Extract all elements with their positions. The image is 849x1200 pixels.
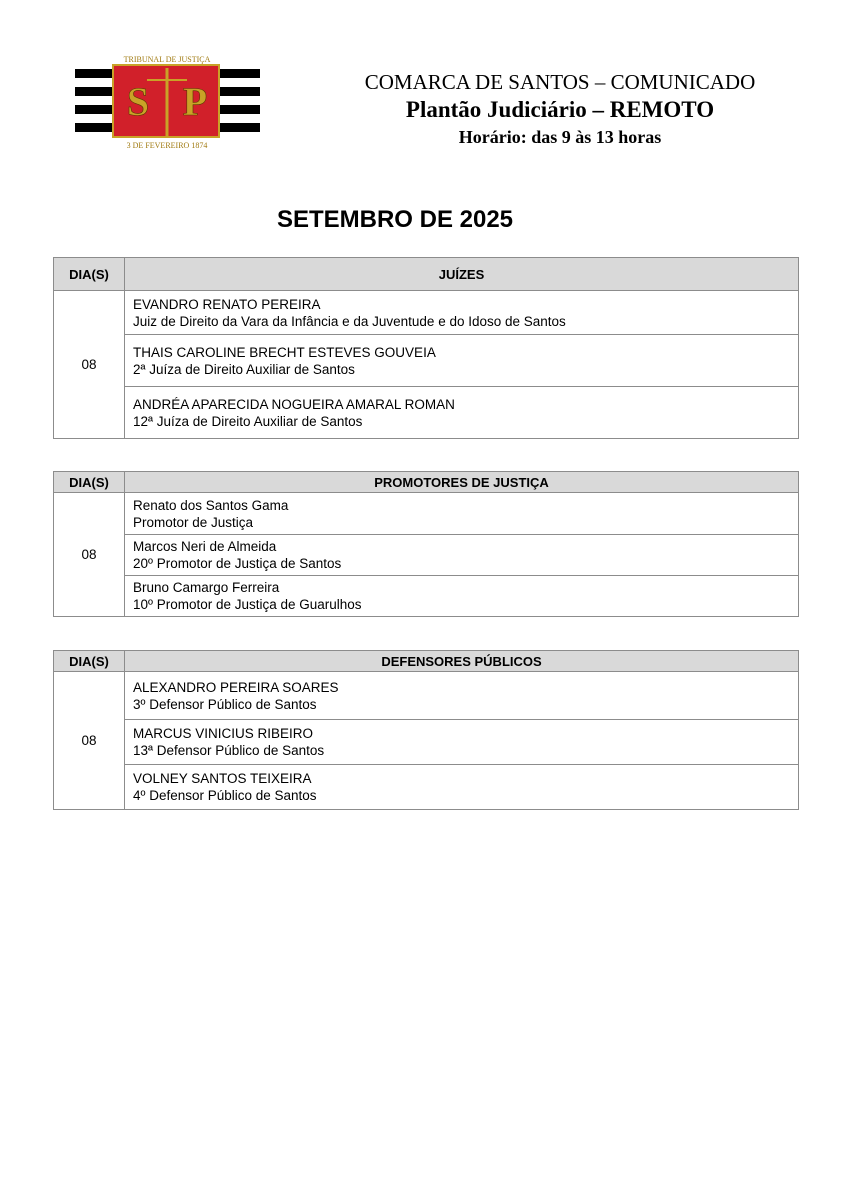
person-cell bbox=[125, 493, 799, 535]
defenders-column-header: DEFENSORES PÚBLICOS bbox=[125, 651, 799, 672]
table-row bbox=[54, 387, 799, 439]
person-role: 4º Defensor Público de Santos bbox=[133, 788, 317, 803]
header-line-3: Horário: das 9 às 13 horas bbox=[458, 127, 662, 147]
day-cell: 08 bbox=[54, 291, 125, 439]
person-cell bbox=[125, 535, 799, 576]
person-role: Juiz de Direito da Vara da Infância e da Juventude e do Idoso de Santos bbox=[133, 313, 566, 329]
person-name: MARCUS VINICIUS RIBEIRO bbox=[133, 726, 314, 741]
person-role: 2ª Juíza de Direito Auxiliar de Santos bbox=[133, 361, 355, 377]
logo-letter-p: P bbox=[182, 79, 208, 124]
person-role: 20º Promotor de Justiça de Santos bbox=[133, 556, 342, 571]
person-role: Promotor de Justiça bbox=[133, 514, 254, 530]
person-cell bbox=[125, 672, 799, 720]
month-title: SETEMBRO DE 2025 bbox=[276, 206, 514, 233]
logo-bottom-text: 3 DE FEVEREIRO 1874 bbox=[126, 141, 208, 150]
day-column-header: DIA(S) bbox=[54, 258, 125, 291]
person-cell bbox=[125, 291, 799, 335]
person-name: ALEXANDRO PEREIRA SOARES bbox=[133, 679, 339, 695]
table-row bbox=[54, 335, 799, 387]
person-name: Renato dos Santos Gama bbox=[133, 497, 289, 513]
day-column-header: DIA(S) bbox=[54, 651, 125, 672]
logo-top-text: TRIBUNAL DE JUSTIÇA bbox=[123, 55, 211, 64]
document-header bbox=[300, 68, 820, 150]
person-name: EVANDRO RENATO PEREIRA bbox=[133, 296, 321, 312]
person-cell bbox=[125, 765, 799, 810]
person-role: 3º Defensor Público de Santos bbox=[133, 696, 317, 712]
person-name: Marcos Neri de Almeida bbox=[133, 539, 277, 554]
person-name: THAIS CAROLINE BRECHT ESTEVES GOUVEIA bbox=[133, 344, 436, 360]
table-row bbox=[54, 576, 799, 617]
person-cell bbox=[125, 720, 799, 765]
table-row bbox=[54, 765, 799, 810]
header-line-2: Plantão Judiciário – REMOTO bbox=[405, 97, 715, 122]
day-cell: 08 bbox=[54, 672, 125, 810]
judges-table bbox=[53, 257, 799, 439]
table-row bbox=[54, 672, 799, 720]
day-cell: 08 bbox=[54, 493, 125, 617]
person-name: VOLNEY SANTOS TEIXEIRA bbox=[133, 771, 312, 786]
table-row bbox=[54, 720, 799, 765]
defenders-table bbox=[53, 650, 799, 810]
person-role: 10º Promotor de Justiça de Guarulhos bbox=[133, 597, 362, 612]
person-name: ANDRÉA APARECIDA NOGUEIRA AMARAL ROMAN bbox=[133, 396, 455, 412]
person-cell bbox=[125, 387, 799, 439]
tjsp-logo bbox=[75, 52, 260, 154]
prosecutors-table bbox=[53, 471, 799, 617]
header-line-1: COMARCA DE SANTOS – COMUNICADO bbox=[364, 70, 756, 94]
person-role: 13ª Defensor Público de Santos bbox=[133, 743, 325, 758]
table-row bbox=[54, 291, 799, 335]
judges-column-header: JUÍZES bbox=[125, 258, 799, 291]
table-row bbox=[54, 535, 799, 576]
prosecutors-column-header: PROMOTORES DE JUSTIÇA bbox=[125, 472, 799, 493]
logo-letter-s: S bbox=[126, 79, 150, 124]
person-role: 12ª Juíza de Direito Auxiliar de Santos bbox=[133, 413, 363, 429]
person-cell bbox=[125, 576, 799, 617]
person-name: Bruno Camargo Ferreira bbox=[133, 580, 280, 595]
day-column-header: DIA(S) bbox=[54, 472, 125, 493]
table-row bbox=[54, 493, 799, 535]
person-cell bbox=[125, 335, 799, 387]
